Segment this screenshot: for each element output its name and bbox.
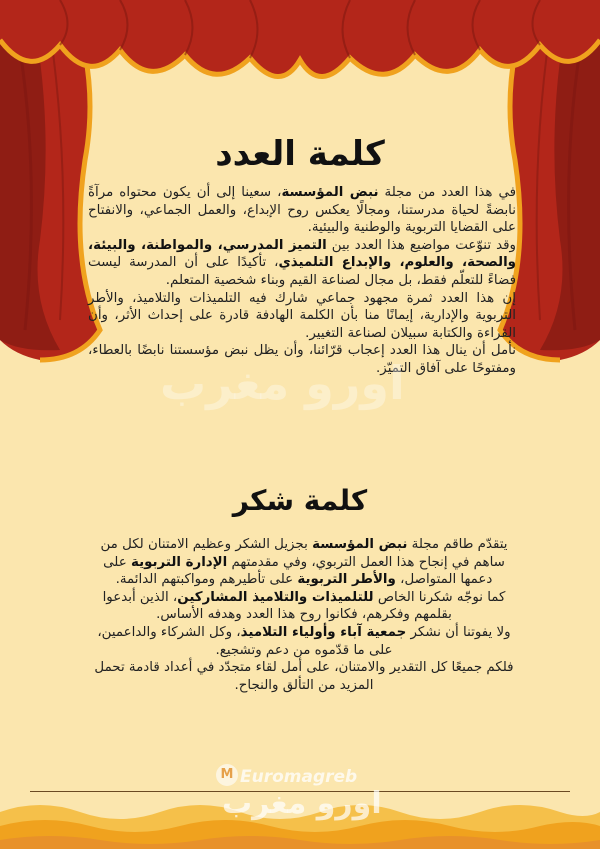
staff-highlight: والأطر التربوية <box>297 572 396 588</box>
thanks-paragraph-4: فلكم جميعًا كل التقدير والامتنان، على أمل لقاء متجدّد في أعداد قادمة تحمل المزيد من التألق والنجاح. <box>94 660 514 693</box>
administration-highlight: الإدارة التربوية <box>130 554 228 570</box>
editorial-text <box>88 184 516 378</box>
text-run: في هذا العدد من مجلة <box>378 185 517 200</box>
topics-highlight: التميز المدرسي، والمواطنة، والبيئة، والصحة، والعلوم، والإبداع التلميذي <box>88 237 516 271</box>
text-run: ، الذين أبدعوا بقلمهم وفكرهم، فكانوا روح هذا العدد وهدفه الأساس. <box>102 589 452 623</box>
magazine-name: نبض المؤسسة <box>312 537 408 552</box>
watermark-logo-icon: M <box>216 764 238 786</box>
text-run: ، سعينا إلى أن يكون محتواه مرآةً نابضةً لحياة مدرستنا، ومجالًا يعكس روح الإبداع، والعمل الجماعي، والانفتاح على القضايا التربوية والوطنية والبيئية. <box>88 185 516 236</box>
watermark-brand-arabic: اورو مغرب <box>222 786 382 821</box>
students-highlight: للتلميذات والتلاميذ المشاركين <box>177 589 374 605</box>
editorial-title: كلمة العدد <box>215 134 385 174</box>
thanks-text <box>94 536 514 694</box>
text-run: وقد تنوّعت مواضيع هذا العدد بين <box>326 237 516 253</box>
text-run: كما نوجّه شكرنا الخاص <box>373 589 506 605</box>
text-run: يتقدّم طاقم مجلة <box>407 537 508 552</box>
text-run: ، تأكيدًا على أن المدرسة ليست فضاءً للتعلّم فقط، بل مجال لصناعة القيم وبناء شخصية المتعلم. <box>88 255 516 288</box>
editorial-paragraph-2 <box>88 238 516 288</box>
magazine-name: نبض المؤسسة <box>281 185 379 200</box>
watermark-text: اورو مغرب <box>160 356 405 410</box>
thanks-paragraph-1 <box>100 537 507 587</box>
editorial-paragraph-1 <box>88 185 516 235</box>
editorial-paragraph-4: نأمل أن ينال هذا العدد إعجاب قرّائنا، وأن يظل نبض مؤسستنا نابضًا بالعطاء، ومفتوحًا على آفاق التميّز. <box>88 343 516 376</box>
thanks-paragraph-2 <box>103 590 506 623</box>
text-run: بجزيل الشكر وعظيم الامتنان لكل من ساهم في إنجاح هذا العمل التربوي، وفي مقدمتهم <box>100 537 505 570</box>
text-run: ولا يفوتنا أن نشكر <box>406 624 511 640</box>
text-run: ، وكل الشركاء والداعمين، على ما قدّموه من دعم وتشجيع. <box>97 624 393 658</box>
parents-association-highlight: جمعية آباء وأولياء التلاميذ <box>240 624 407 640</box>
editorial-paragraph-3: إن هذا العدد ثمرة مجهود جماعي شارك فيه التلميذات والتلاميذ، والأطر التربوية والإدارية، إيمانًا منا بأن الكلمة الهادفة قادرة على إحداث الأثر، وأن القراءة والكتابة سبيلان لصناعة التغيير. <box>88 290 516 341</box>
thanks-paragraph-3 <box>97 625 510 658</box>
text-run: على تأطيرهم ومواكبتهم الدائمة. <box>115 572 298 588</box>
watermark-brand-latin: Euromagreb <box>240 767 358 787</box>
text-run: على دعمها المتواصل، <box>103 554 493 588</box>
thanks-title: كلمة شكر <box>232 484 368 517</box>
